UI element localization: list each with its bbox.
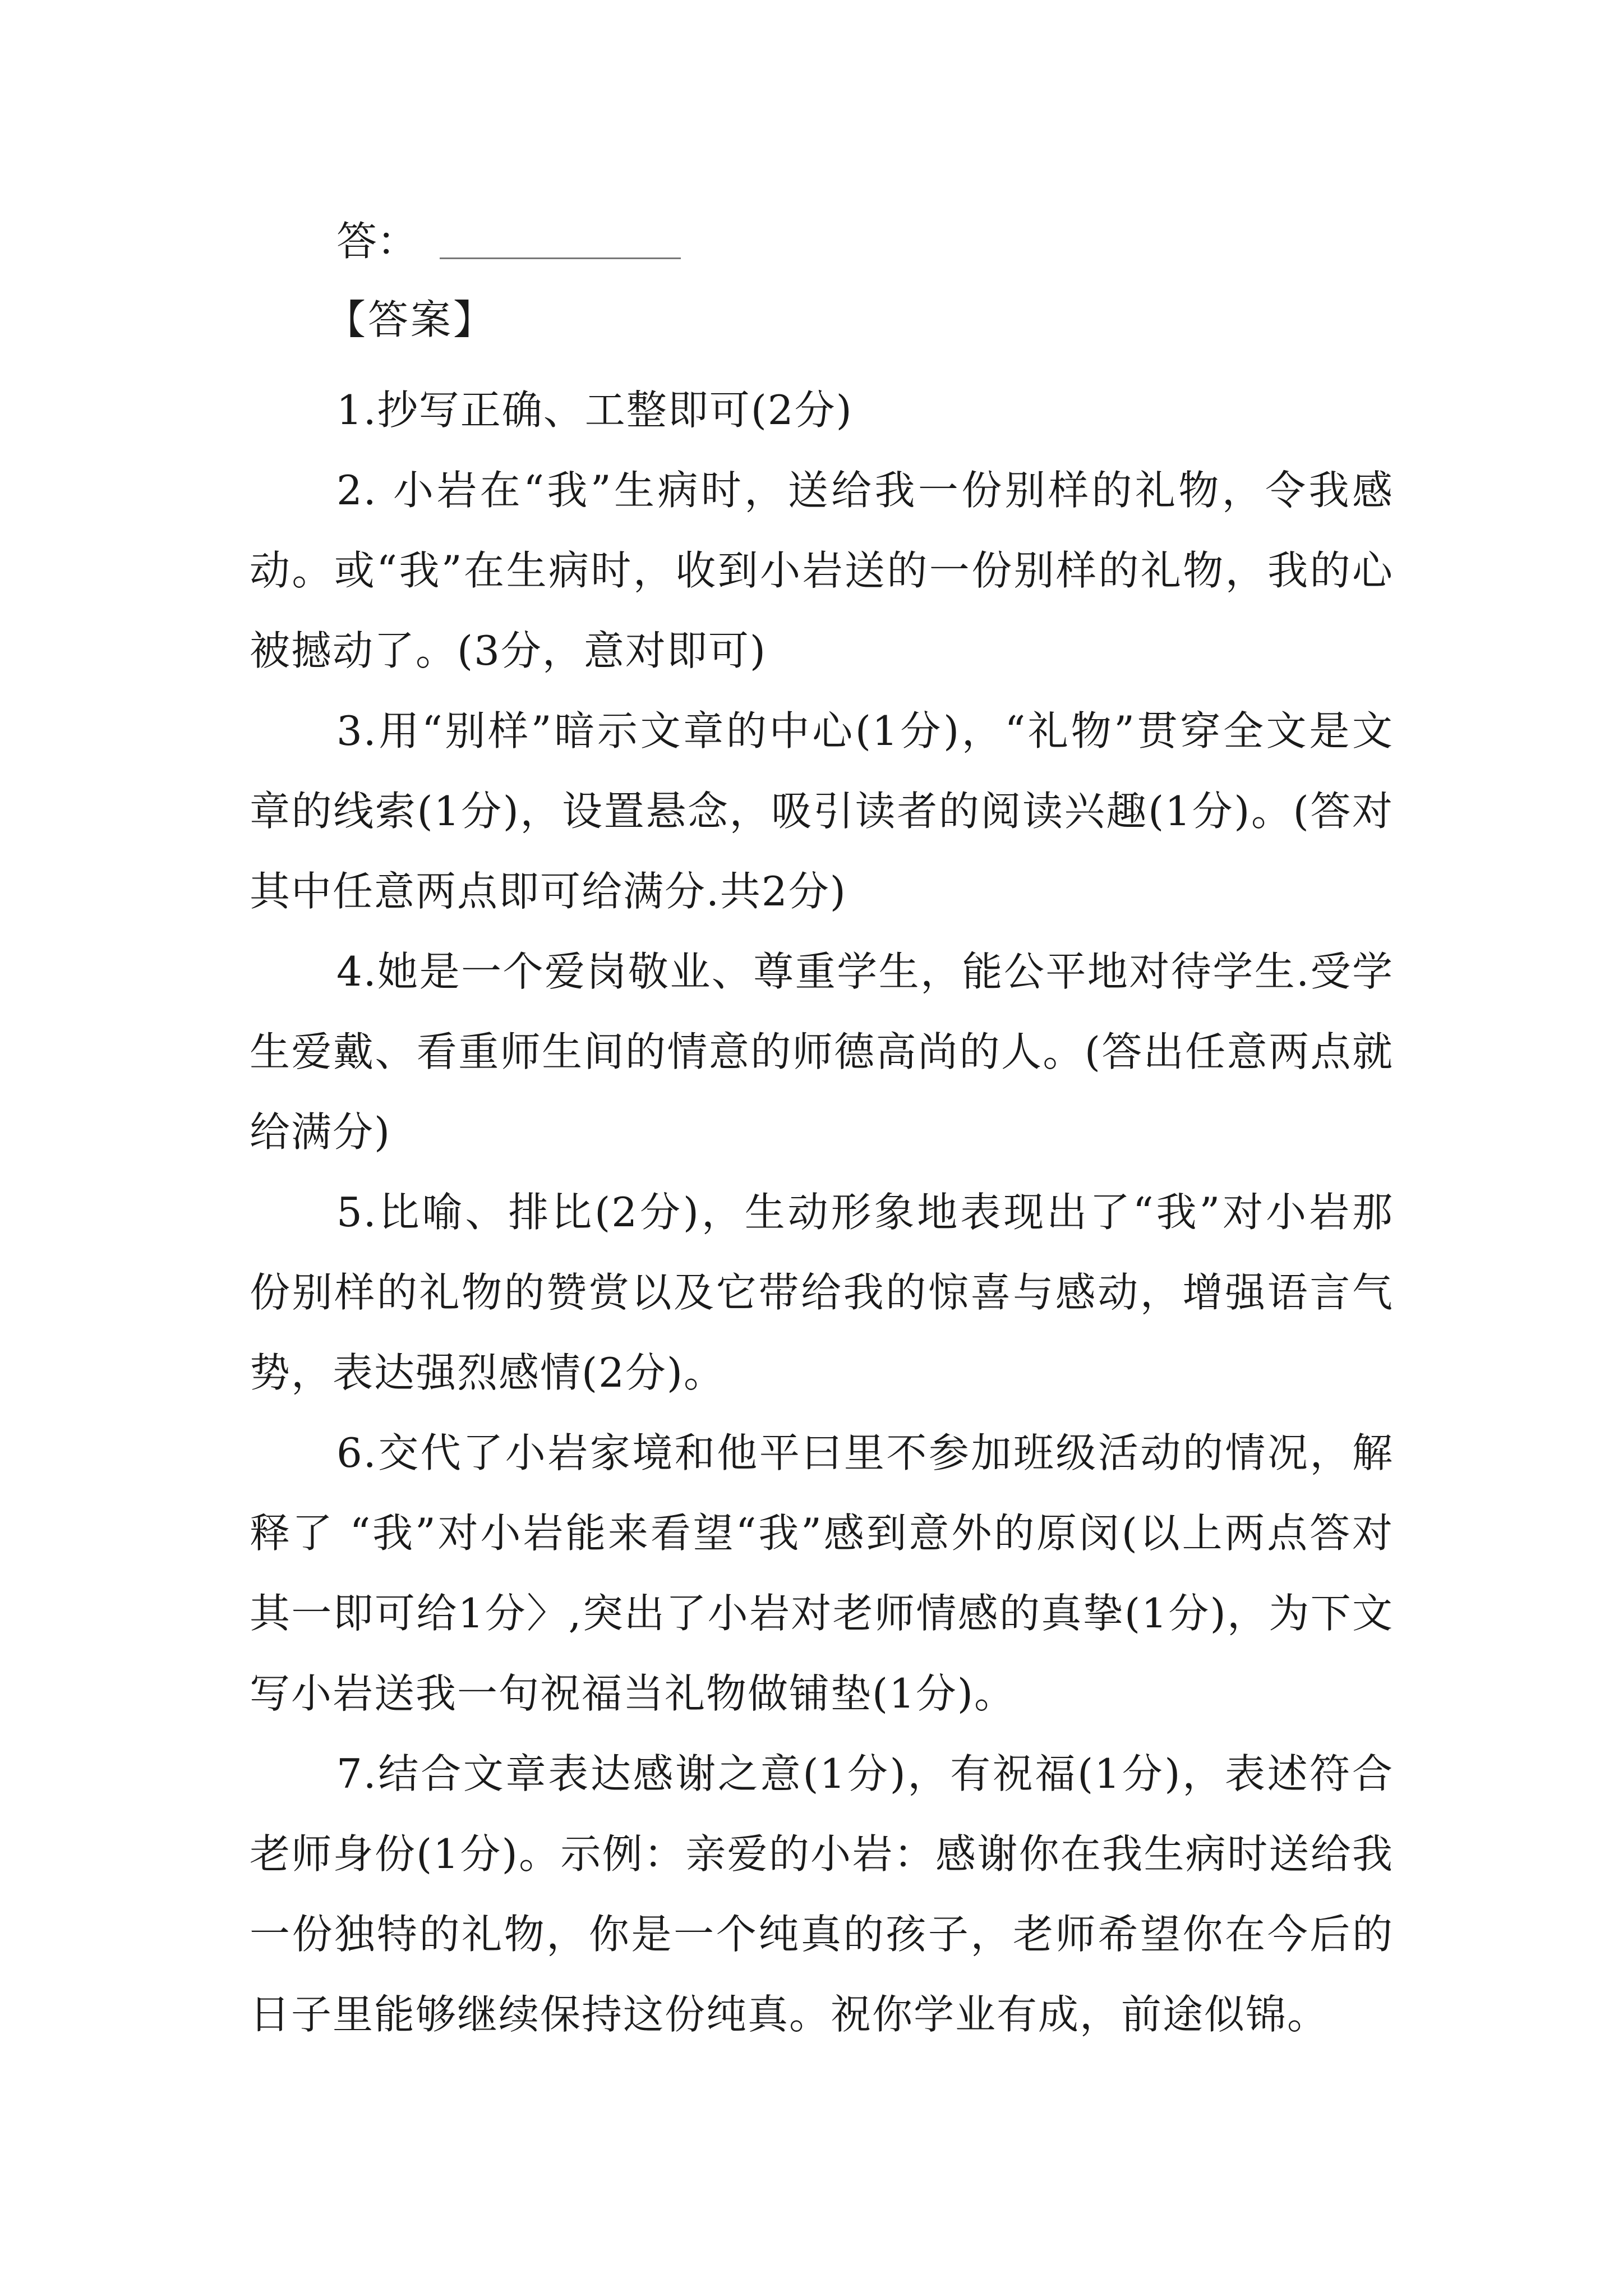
answer-item-7: 7.结合文章表达感谢之意(1分)，有祝福(1分)，表述符合老师身份(1分)。示例：亲爱的小岩：感谢你在我生病时送给我一份独特的礼物，你是一个纯真的孩子，老师希望你在今后的日子里能够继续保持这份纯真。祝你学业有成，前途似锦。 bbox=[250, 1750, 1394, 2038]
answer-item-3: 3.用“别样”暗示文章的中心(1分)，“礼物”贯穿全文是文章的线索(1分)，设置悬念，吸引读者的阅读兴趣(1分)。(答对其中任意两点即可给满分.共2分) bbox=[250, 707, 1394, 915]
answer-label: 答： bbox=[336, 218, 418, 265]
answer-item-4: 4.她是一个爱岗敬业、尊重学生，能公平地对待学生.受学生爱戴、看重师生间的情意的师德高尚的人。(答出任意两点就给满分) bbox=[250, 948, 1394, 1156]
section-title: 【答案】 bbox=[325, 296, 496, 343]
answer-item-5: 5.比喻、排比(2分)，生动形象地表现出了“我”对小岩那份别样的礼物的赞赏以及它带给我的惊喜与感动，增强语言气势，表达强烈感情(2分)。 bbox=[250, 1189, 1394, 1396]
answer-prompt bbox=[336, 213, 681, 269]
answer-item-2: 2. 小岩在“我”生病时，送给我一份别样的礼物，令我感动。或“我”在生病时，收到小岩送的一份别样的礼物，我的心被撼动了。(3分，意对即可) bbox=[250, 467, 1394, 674]
answer-item-1: 1.抄写正确、工整即可(2分) bbox=[336, 386, 853, 434]
answer-item-6: 6.交代了小岩家境和他平曰里不参加班级活动的情况，解释了 “我”对小岩能来看望“我”感到意外的原闵(以上两点答对其一即可给1分〉,突出了小岩对老师情感的真挚(1分)，为下文写小岩送我一句祝福当礼物做铺垫(1分)。 bbox=[250, 1429, 1394, 1717]
answer-blank-line bbox=[440, 252, 681, 259]
answer-list bbox=[250, 370, 1394, 2055]
